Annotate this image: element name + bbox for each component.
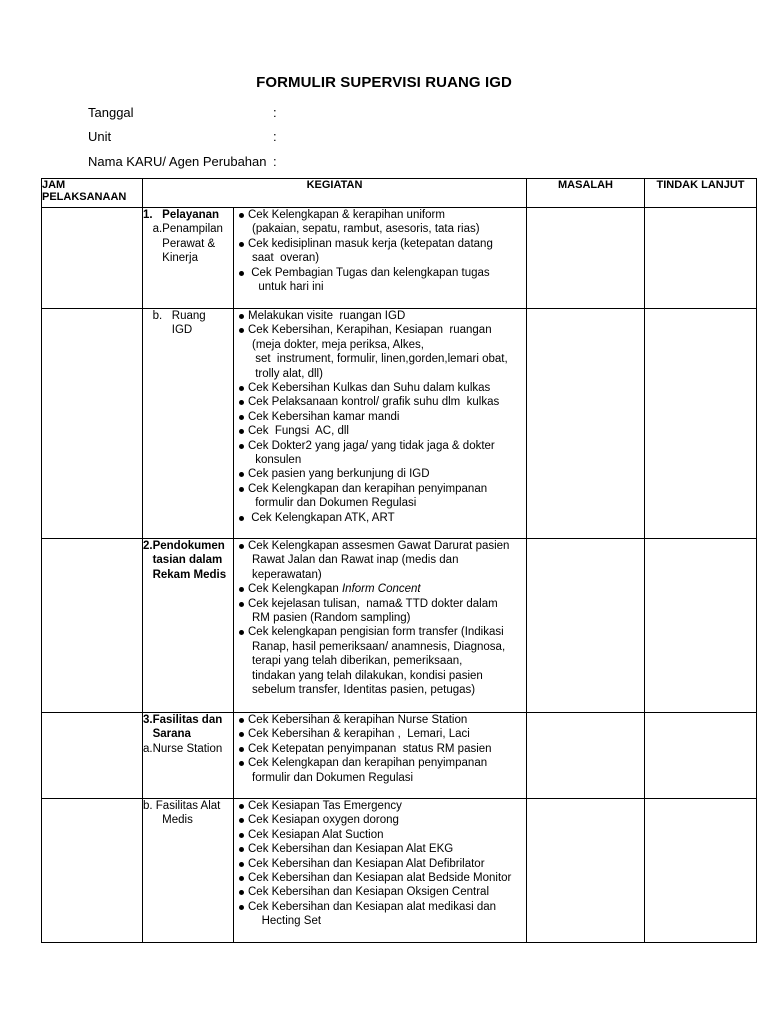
activity-line: Cek Kesiapan Tas Emergency — [248, 800, 402, 812]
cell-kegiatan — [234, 713, 527, 799]
activity-item — [237, 871, 526, 885]
activity-line: Rawat Jalan dan Rawat inap (medis dan — [252, 554, 459, 567]
activity-line: Cek Kebersihan dan Kesiapan alat medikasi dan — [248, 900, 497, 913]
field-label: Nama KARU/ Agen Perubahan — [88, 154, 267, 169]
activity-line: sebelum transfer, Identitas pasien, petugas) — [252, 684, 476, 697]
activity-line: Cek Kebersihan dan Kesiapan Alat EKG — [248, 843, 454, 856]
field-unit — [88, 129, 277, 145]
activity-item — [237, 266, 526, 295]
section-line: b. Ruang — [143, 310, 206, 322]
field-karu — [88, 154, 277, 170]
cell-masalah — [527, 309, 645, 539]
activity-list — [234, 799, 526, 929]
cell-jam — [42, 713, 143, 799]
activity-line: Cek Kelengkapan ATK, ART — [248, 511, 395, 524]
field-label: Unit — [88, 129, 112, 144]
activity-line: Cek Kebersihan dan Kesiapan Alat Defibrilator — [248, 857, 485, 870]
cell-masalah — [527, 713, 645, 799]
activity-line: Cek Kebersihan kamar mandi — [248, 410, 400, 423]
activity-item — [237, 582, 526, 596]
activity-item — [237, 799, 526, 813]
activity-line: Cek Dokter2 yang jaga/ yang tidak jaga & dokter — [248, 439, 495, 452]
cell-masalah — [527, 539, 645, 713]
section-line: tasian dalam — [143, 554, 223, 567]
activity-line: untuk hari ini — [252, 281, 324, 294]
activity-item — [237, 208, 526, 237]
activity-line: Cek Kebersihan dan Kesiapan Oksigen Central — [248, 886, 490, 899]
field-colon: : — [273, 154, 277, 169]
activity-item — [237, 511, 526, 525]
cell-kegiatan — [234, 309, 527, 539]
activity-line: terapi yang telah diberikan, pemeriksaan, — [252, 655, 463, 668]
activity-line: Cek Kesiapan Alat Suction — [248, 828, 384, 841]
section-line: 3.Fasilitas dan — [143, 714, 223, 726]
section-line: Perawat & — [143, 237, 216, 250]
section-line: Sarana — [143, 728, 191, 741]
activity-list — [234, 713, 526, 785]
cell-tindak-lanjut — [645, 309, 757, 539]
cell-masalah — [527, 799, 645, 943]
activity-item — [237, 395, 526, 409]
section-line: IGD — [143, 324, 193, 337]
activity-item — [237, 381, 526, 395]
activity-item — [237, 727, 526, 741]
col-header-kegiatan: KEGIATAN — [143, 179, 527, 208]
cell-kegiatan — [234, 799, 527, 943]
form-title: FORMULIR SUPERVISI RUANG IGD — [256, 74, 512, 91]
activity-line: konsulen — [252, 454, 302, 467]
activity-item — [237, 813, 526, 827]
activity-line: (pakaian, sepatu, rambut, asesoris, tata rias) — [252, 223, 480, 236]
activity-item — [237, 309, 526, 323]
activity-item — [237, 410, 526, 424]
activity-line: (meja dokter, meja periksa, Alkes, — [252, 338, 424, 351]
cell-section — [143, 208, 234, 309]
section-line: 1. Pelayanan — [143, 209, 220, 221]
cell-jam — [42, 208, 143, 309]
table-row — [42, 539, 757, 713]
section-line: Kinerja — [143, 252, 198, 265]
cell-section — [143, 309, 234, 539]
activity-list — [234, 208, 526, 294]
activity-item — [237, 424, 526, 438]
section-line: a.Penampilan — [143, 223, 223, 236]
section-line: Medis — [143, 814, 193, 827]
activity-line: Cek Kebersihan & kerapihan Nurse Station — [248, 714, 468, 726]
activity-line: saat overan) — [252, 252, 320, 265]
activity-line: Cek Fungsi AC, dll — [248, 425, 349, 438]
activity-line: Cek Kelengkapan Inform Concent — [248, 583, 421, 596]
activity-line: tindakan yang telah dilakukan, kondisi pasien — [252, 669, 483, 682]
cell-section — [143, 713, 234, 799]
table-row — [42, 799, 757, 943]
activity-line: formulir dan Dokumen Regulasi — [252, 771, 414, 784]
activity-line: Cek Kesiapan oxygen dorong — [248, 814, 399, 827]
field-colon: : — [273, 129, 277, 144]
activity-item — [237, 467, 526, 481]
activity-line: Ranap, hasil pemeriksaan/ anamnesis, Diagnosa, — [252, 640, 506, 653]
activity-line: Cek kedisiplinan masuk kerja (ketepatan datang — [248, 237, 493, 250]
activity-line: Cek Pelaksanaan kontrol/ grafik suhu dlm kulkas — [248, 396, 500, 409]
cell-section — [143, 799, 234, 943]
col-header-masalah: MASALAH — [527, 179, 645, 208]
section-line: 2.Pendokumen — [143, 540, 225, 552]
activity-item — [237, 857, 526, 871]
activity-line: Cek Pembagian Tugas dan kelengkapan tugas — [248, 266, 490, 279]
activity-item — [237, 885, 526, 899]
activity-item — [237, 597, 526, 626]
table-row — [42, 208, 757, 309]
activity-list — [234, 309, 526, 525]
field-tanggal — [88, 105, 277, 121]
col-header-jam — [42, 179, 143, 208]
cell-jam — [42, 309, 143, 539]
activity-line: Cek Kebersihan & kerapihan , Lemari, Laci — [248, 728, 470, 741]
section-line: a.Nurse Station — [143, 742, 223, 755]
activity-item — [237, 742, 526, 756]
field-label: Tanggal — [88, 105, 134, 120]
col-header-tindak-lanjut: TINDAK LANJUT — [645, 179, 757, 208]
table-row — [42, 309, 757, 539]
cell-jam — [42, 799, 143, 943]
activity-line: Cek kejelasan tulisan, nama& TTD dokter dalam — [248, 597, 498, 610]
activity-line: Hecting Set — [252, 915, 322, 928]
activity-item — [237, 828, 526, 842]
activity-item — [237, 539, 526, 582]
activity-line: trolly alat, dll) — [252, 367, 323, 380]
col-header-jam-line: JAM — [42, 179, 66, 191]
activity-line: Cek Kelengkapan & kerapihan uniform — [248, 209, 445, 221]
cell-kegiatan — [234, 208, 527, 309]
cell-jam — [42, 539, 143, 713]
activity-item — [237, 439, 526, 468]
activity-item — [237, 713, 526, 727]
activity-line: Cek Kebersihan Kulkas dan Suhu dalam kulkas — [248, 382, 491, 395]
section-line: Rekam Medis — [143, 568, 227, 581]
activity-item — [237, 900, 526, 929]
activity-line: Cek kelengkapan pengisian form transfer (Indikasi — [248, 626, 504, 639]
cell-kegiatan — [234, 539, 527, 713]
table-row — [42, 713, 757, 799]
activity-line: Cek Ketepatan penyimpanan status RM pasien — [248, 742, 492, 755]
cell-masalah — [527, 208, 645, 309]
col-header-jam-line: PELAKSANAAN — [42, 191, 127, 203]
activity-item — [237, 237, 526, 266]
activity-line: RM pasien (Random sampling) — [252, 612, 411, 625]
activity-line: set instrument, formulir, linen,gorden,lemari obat, — [252, 353, 508, 366]
cell-section — [143, 539, 234, 713]
field-colon: : — [273, 105, 277, 120]
activity-item — [237, 842, 526, 856]
cell-tindak-lanjut — [645, 713, 757, 799]
activity-line: Melakukan visite ruangan IGD — [248, 310, 406, 322]
activity-item — [237, 323, 526, 381]
activity-line: Cek Kelengkapan assesmen Gawat Darurat pasien — [248, 540, 510, 552]
activity-line: formulir dan Dokumen Regulasi — [252, 497, 417, 510]
activity-line: Cek Kebersihan dan Kesiapan alat Bedside Monitor — [248, 872, 512, 885]
cell-tindak-lanjut — [645, 208, 757, 309]
cell-tindak-lanjut — [645, 539, 757, 713]
section-line: b. Fasilitas Alat — [143, 800, 221, 812]
activity-line: Cek pasien yang berkunjung di IGD — [248, 468, 430, 481]
activity-line: Cek Kelengkapan dan kerapihan penyimpanan — [248, 757, 488, 770]
activity-item — [237, 482, 526, 511]
activity-item — [237, 756, 526, 785]
supervision-table — [41, 178, 757, 943]
activity-item — [237, 625, 526, 697]
activity-list — [234, 539, 526, 697]
cell-tindak-lanjut — [645, 799, 757, 943]
activity-line: Cek Kebersihan, Kerapihan, Kesiapan ruangan — [248, 324, 492, 337]
activity-line: Cek Kelengkapan dan kerapihan penyimpanan — [248, 482, 488, 495]
activity-line: keperawatan) — [252, 568, 322, 581]
table-header-row — [42, 179, 757, 208]
